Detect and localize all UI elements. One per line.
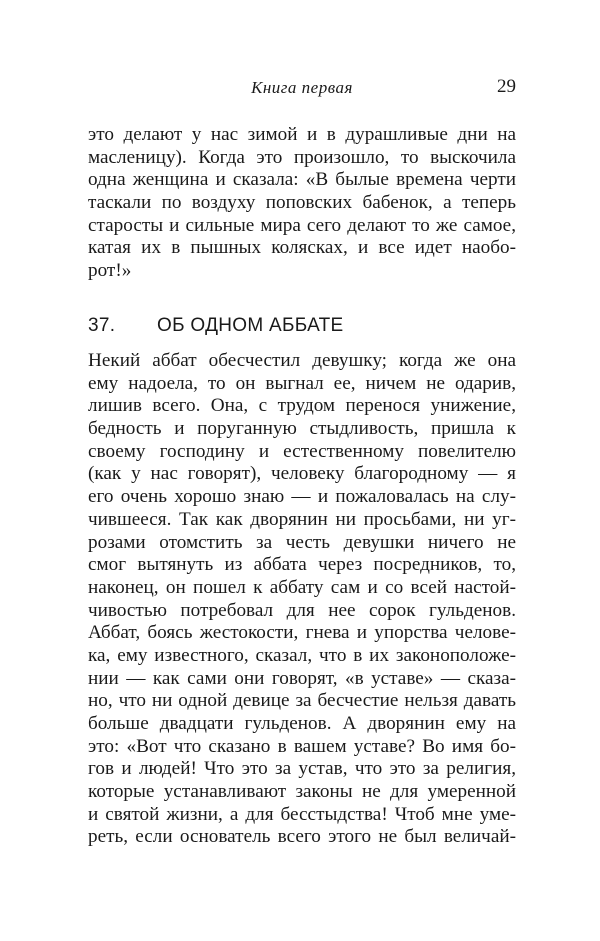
text-line: Аббат, боясь жестокости, гнева и упорства челове- (88, 622, 516, 644)
running-title: Книга первая (251, 78, 353, 97)
text-line: больше двадцати гульденов. А дворянин ему на (88, 713, 516, 734)
text-line: реть, если основатель всего этого не был величай- (88, 826, 516, 848)
text-line: (как у нас говорят), человеку благородному — я (88, 463, 516, 485)
running-header (88, 76, 516, 100)
text-line: Некий аббат обесчестил девушку; когда же она (88, 350, 516, 371)
text-line: таскали по воздуху поповских бабенок, а теперь (88, 192, 516, 214)
text-line: и святой жизни, а для бесстыдства! Чтоб мне уме- (88, 803, 516, 825)
text-line: чивостью потребовал для нее сорок гульденов. (88, 599, 516, 621)
text-line: смог вытянуть из аббата через посредников, то, (88, 554, 516, 576)
text-line: наконец, он пошел к аббату сам и со всей настой- (88, 576, 516, 598)
text-line: катая их в пышных колясках, и все идет наобо- (88, 237, 516, 259)
text-line: ему надоела, то он выгнал ее, ничем не одарив, (88, 372, 516, 394)
text-line: одна женщина и сказала: «В былые времена черти (88, 169, 516, 191)
text-line: бедность и поруганную стыдливость, пришла к (88, 418, 516, 440)
continued-paragraph (88, 124, 516, 283)
text-line: ка, ему известного, сказал, что в их законоположе- (88, 644, 516, 666)
text-line: лишив всего. Она, с трудом перенося унижение, (88, 395, 516, 417)
text-line: нии — как сами они говорят, «в уставе» — сказа- (88, 667, 516, 689)
text-line: но, что ни одной девице за бесчестие нельзя давать (88, 690, 516, 712)
section-body (88, 350, 516, 849)
text-line: его очень хорошо знаю — и пожаловалась на слу- (88, 486, 516, 508)
text-line: розами отомстить за честь девушки ничего не (88, 531, 516, 553)
text-line: масленицу). Когда это произошло, то выскочила (88, 146, 516, 168)
text-line: чившееся. Так как дворянин ни просьбами, ни уг- (88, 508, 516, 530)
text-line: старосты и сильные мира сего делают то же самое, (88, 214, 516, 236)
section-number: 37. (88, 315, 116, 336)
page-number: 29 (497, 76, 516, 97)
section-title: ОБ ОДНОМ АББАТЕ (157, 315, 344, 336)
text-line: рот!» (88, 260, 132, 282)
text-line: это делают у нас зимой и в дурашливые дни на (88, 124, 516, 145)
text-line: это: «Вот что сказано в вашем уставе? Во имя бо- (88, 735, 516, 757)
text-line: гов и людей! Что это за устав, что это за религия, (88, 758, 516, 780)
text-line: которые устанавливают законы не для умеренной (88, 781, 516, 803)
text-line: своему господину и естественному повелителю (88, 440, 516, 462)
